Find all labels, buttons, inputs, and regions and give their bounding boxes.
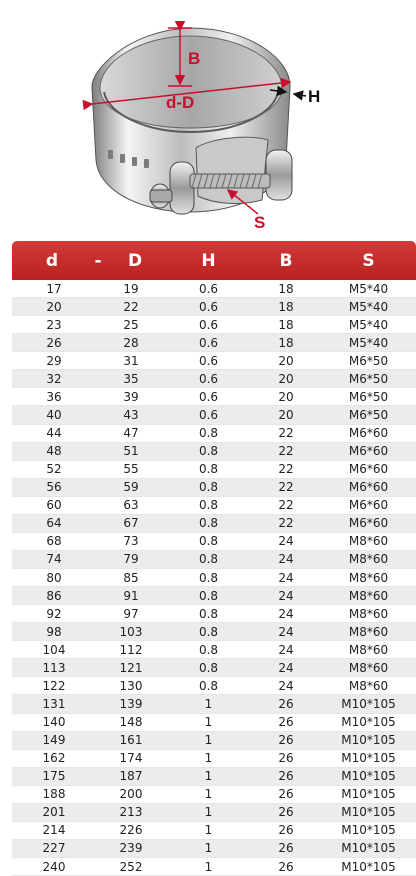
cell-S: M8*60 — [348, 552, 389, 567]
cell-H: 1 — [204, 769, 213, 784]
cell-H: 1 — [204, 751, 213, 766]
cell-S: M5*40 — [348, 335, 389, 350]
cell-S: M8*60 — [348, 570, 389, 585]
table-row — [12, 750, 416, 768]
hose-clamp-diagram — [0, 0, 416, 240]
cell-D: 28 — [123, 335, 139, 350]
cell-D: 39 — [123, 389, 139, 404]
cell-S: M6*60 — [348, 462, 389, 477]
cell-d: 56 — [46, 480, 62, 495]
cell-H: 1 — [204, 787, 213, 802]
table-row — [12, 533, 416, 551]
cell-H: 0.8 — [198, 552, 219, 567]
cell-H: 0.8 — [198, 570, 219, 585]
dimension-b-label: B — [188, 49, 201, 68]
cell-d: 32 — [46, 371, 62, 386]
cell-H: 0.6 — [198, 353, 219, 368]
cell-d: 36 — [46, 389, 62, 404]
cell-B: 26 — [278, 715, 294, 730]
cell-H: 0.6 — [198, 371, 219, 386]
cell-H: 1 — [204, 823, 213, 838]
table-row — [12, 497, 416, 515]
cell-S: M6*60 — [348, 444, 389, 459]
cell-D: 25 — [123, 317, 139, 332]
cell-d: 20 — [46, 299, 62, 314]
cell-d: 23 — [46, 317, 62, 332]
cell-H: 0.8 — [198, 444, 219, 459]
cell-B: 18 — [278, 317, 294, 332]
cell-S: M8*60 — [348, 642, 389, 657]
cell-d: 92 — [46, 606, 62, 621]
cell-H: 0.6 — [198, 281, 219, 296]
table-row — [12, 316, 416, 334]
table-row — [12, 677, 416, 695]
cell-d: 29 — [46, 353, 62, 368]
cell-H: 0.8 — [198, 516, 219, 531]
cell-H: 0.8 — [198, 462, 219, 477]
cell-D: 148 — [119, 715, 143, 730]
cell-S: M10*105 — [341, 859, 396, 874]
cell-D: 67 — [123, 516, 139, 531]
cell-B: 22 — [278, 480, 294, 495]
cell-S: M6*50 — [348, 353, 389, 368]
size-table — [12, 241, 416, 876]
cell-B: 24 — [278, 606, 294, 621]
cell-B: 20 — [278, 353, 294, 368]
table-row — [12, 695, 416, 713]
cell-B: 20 — [278, 389, 294, 404]
header-dash: - — [94, 250, 102, 271]
table-row — [12, 406, 416, 424]
cell-D: 73 — [123, 534, 139, 549]
cell-H: 1 — [204, 859, 213, 874]
table-row — [12, 605, 416, 623]
cell-D: 112 — [119, 642, 143, 657]
cell-d: 52 — [46, 462, 62, 477]
cell-D: 59 — [123, 480, 139, 495]
cell-D: 187 — [119, 769, 143, 784]
cell-B: 20 — [278, 407, 294, 422]
table-row — [12, 714, 416, 732]
table-row — [12, 569, 416, 587]
header-S: S — [362, 250, 375, 271]
cell-S: M10*105 — [341, 787, 396, 802]
table-row — [12, 858, 416, 876]
cell-S: M8*60 — [348, 660, 389, 675]
cell-S: M10*105 — [341, 841, 396, 856]
table-row — [12, 786, 416, 804]
cell-D: 161 — [119, 733, 143, 748]
dimension-s-label: S — [254, 213, 266, 232]
cell-H: 0.6 — [198, 407, 219, 422]
cell-H: 0.8 — [198, 606, 219, 621]
table-row — [12, 732, 416, 750]
cell-B: 20 — [278, 371, 294, 386]
cell-B: 22 — [278, 426, 294, 441]
cell-S: M6*60 — [348, 498, 389, 513]
cell-H: 0.6 — [198, 317, 219, 332]
cell-d: 44 — [46, 426, 62, 441]
cell-d: 131 — [42, 696, 66, 711]
cell-d: 104 — [42, 642, 66, 657]
cell-D: 85 — [123, 570, 139, 585]
cell-D: 213 — [119, 805, 143, 820]
cell-S: M6*50 — [348, 371, 389, 386]
cell-S: M10*105 — [341, 769, 396, 784]
cell-d: 80 — [46, 570, 62, 585]
cell-d: 17 — [46, 281, 62, 296]
table-row — [12, 641, 416, 659]
cell-D: 252 — [119, 859, 143, 874]
cell-D: 97 — [123, 606, 139, 621]
table-row — [12, 479, 416, 497]
cell-S: M10*105 — [341, 823, 396, 838]
table-row — [12, 659, 416, 677]
cell-S: M6*50 — [348, 407, 389, 422]
cell-D: 103 — [119, 624, 143, 639]
cell-B: 26 — [278, 769, 294, 784]
cell-B: 26 — [278, 841, 294, 856]
cell-D: 63 — [123, 498, 139, 513]
table-row — [12, 370, 416, 388]
cell-B: 22 — [278, 462, 294, 477]
cell-S: M10*105 — [341, 696, 396, 711]
cell-S: M10*105 — [341, 733, 396, 748]
cell-d: 214 — [42, 823, 66, 838]
cell-B: 26 — [278, 733, 294, 748]
cell-S: M5*40 — [348, 281, 389, 296]
cell-d: 240 — [42, 859, 66, 874]
cell-B: 24 — [278, 660, 294, 675]
cell-B: 24 — [278, 678, 294, 693]
cell-D: 239 — [119, 841, 143, 856]
cell-B: 18 — [278, 335, 294, 350]
cell-H: 0.8 — [198, 660, 219, 675]
cell-S: M10*105 — [341, 805, 396, 820]
cell-S: M8*60 — [348, 624, 389, 639]
cell-B: 26 — [278, 859, 294, 874]
cell-d: 98 — [46, 624, 62, 639]
cell-D: 22 — [123, 299, 139, 314]
header-B: B — [279, 250, 293, 271]
cell-D: 47 — [123, 426, 139, 441]
cell-B: 22 — [278, 516, 294, 531]
cell-S: M8*60 — [348, 534, 389, 549]
cell-B: 24 — [278, 624, 294, 639]
cell-d: 149 — [42, 733, 66, 748]
cell-H: 0.8 — [198, 642, 219, 657]
cell-S: M5*40 — [348, 317, 389, 332]
cell-B: 26 — [278, 696, 294, 711]
cell-D: 31 — [123, 353, 139, 368]
cell-d: 188 — [42, 787, 66, 802]
table-row — [12, 515, 416, 533]
cell-B: 24 — [278, 588, 294, 603]
cell-d: 68 — [46, 534, 62, 549]
cell-H: 0.8 — [198, 678, 219, 693]
cell-d: 74 — [46, 552, 62, 567]
cell-D: 55 — [123, 462, 139, 477]
table-row — [12, 822, 416, 840]
cell-H: 0.6 — [198, 389, 219, 404]
cell-B: 26 — [278, 805, 294, 820]
dimension-dd-label: d-D — [166, 93, 195, 112]
cell-H: 0.6 — [198, 335, 219, 350]
cell-d: 175 — [42, 769, 66, 784]
cell-H: 0.8 — [198, 426, 219, 441]
table-row — [12, 551, 416, 569]
cell-d: 86 — [46, 588, 62, 603]
cell-S: M5*40 — [348, 299, 389, 314]
cell-d: 40 — [46, 407, 62, 422]
cell-d: 113 — [42, 660, 66, 675]
cell-B: 24 — [278, 642, 294, 657]
table-row — [12, 352, 416, 370]
header-H: H — [201, 250, 216, 271]
clamp-illustration — [0, 0, 416, 240]
cell-D: 35 — [123, 371, 139, 386]
cell-B: 24 — [278, 534, 294, 549]
cell-B: 18 — [278, 281, 294, 296]
cell-B: 22 — [278, 498, 294, 513]
cell-d: 48 — [46, 444, 62, 459]
cell-d: 227 — [42, 841, 66, 856]
cell-D: 43 — [123, 407, 139, 422]
cell-H: 0.8 — [198, 624, 219, 639]
table-row — [12, 768, 416, 786]
cell-B: 26 — [278, 823, 294, 838]
table-header — [12, 241, 416, 280]
cell-H: 0.8 — [198, 480, 219, 495]
cell-S: M8*60 — [348, 606, 389, 621]
cell-S: M8*60 — [348, 678, 389, 693]
cell-D: 51 — [123, 444, 139, 459]
cell-D: 174 — [119, 751, 143, 766]
cell-B: 18 — [278, 299, 294, 314]
cell-D: 130 — [119, 678, 143, 693]
cell-H: 0.8 — [198, 588, 219, 603]
cell-S: M10*105 — [341, 715, 396, 730]
table-row — [12, 804, 416, 822]
cell-H: 1 — [204, 696, 213, 711]
cell-H: 1 — [204, 715, 213, 730]
cell-S: M10*105 — [341, 751, 396, 766]
cell-S: M6*50 — [348, 389, 389, 404]
cell-S: M8*60 — [348, 588, 389, 603]
cell-H: 1 — [204, 805, 213, 820]
table-row — [12, 298, 416, 316]
cell-S: M6*60 — [348, 426, 389, 441]
cell-H: 1 — [204, 841, 213, 856]
cell-D: 121 — [119, 660, 143, 675]
table-row — [12, 587, 416, 605]
cell-B: 24 — [278, 552, 294, 567]
cell-d: 26 — [46, 335, 62, 350]
cell-d: 64 — [46, 516, 62, 531]
table-body — [12, 280, 416, 876]
cell-H: 0.8 — [198, 498, 219, 513]
cell-B: 22 — [278, 444, 294, 459]
cell-D: 19 — [123, 281, 139, 296]
cell-H: 0.6 — [198, 299, 219, 314]
cell-D: 226 — [119, 823, 143, 838]
cell-S: M6*60 — [348, 516, 389, 531]
cell-D: 200 — [119, 787, 143, 802]
cell-d: 122 — [42, 678, 66, 693]
table-row — [12, 461, 416, 479]
cell-d: 140 — [42, 715, 66, 730]
cell-B: 26 — [278, 751, 294, 766]
cell-D: 79 — [123, 552, 139, 567]
cell-d: 201 — [42, 805, 66, 820]
table-row — [12, 388, 416, 406]
header-D: D — [127, 250, 143, 271]
cell-H: 1 — [204, 733, 213, 748]
cell-d: 162 — [42, 751, 66, 766]
cell-B: 26 — [278, 787, 294, 802]
cell-S: M6*60 — [348, 480, 389, 495]
table-row — [12, 280, 416, 298]
table-row — [12, 623, 416, 641]
cell-B: 24 — [278, 570, 294, 585]
table-row — [12, 840, 416, 858]
table-row — [12, 334, 416, 352]
cell-d: 60 — [46, 498, 62, 513]
cell-H: 0.8 — [198, 534, 219, 549]
table-row — [12, 425, 416, 443]
cell-D: 91 — [123, 588, 139, 603]
cell-D: 139 — [119, 696, 143, 711]
dimension-h-label: H — [308, 87, 321, 106]
header-d: d — [45, 250, 59, 271]
table-row — [12, 443, 416, 461]
